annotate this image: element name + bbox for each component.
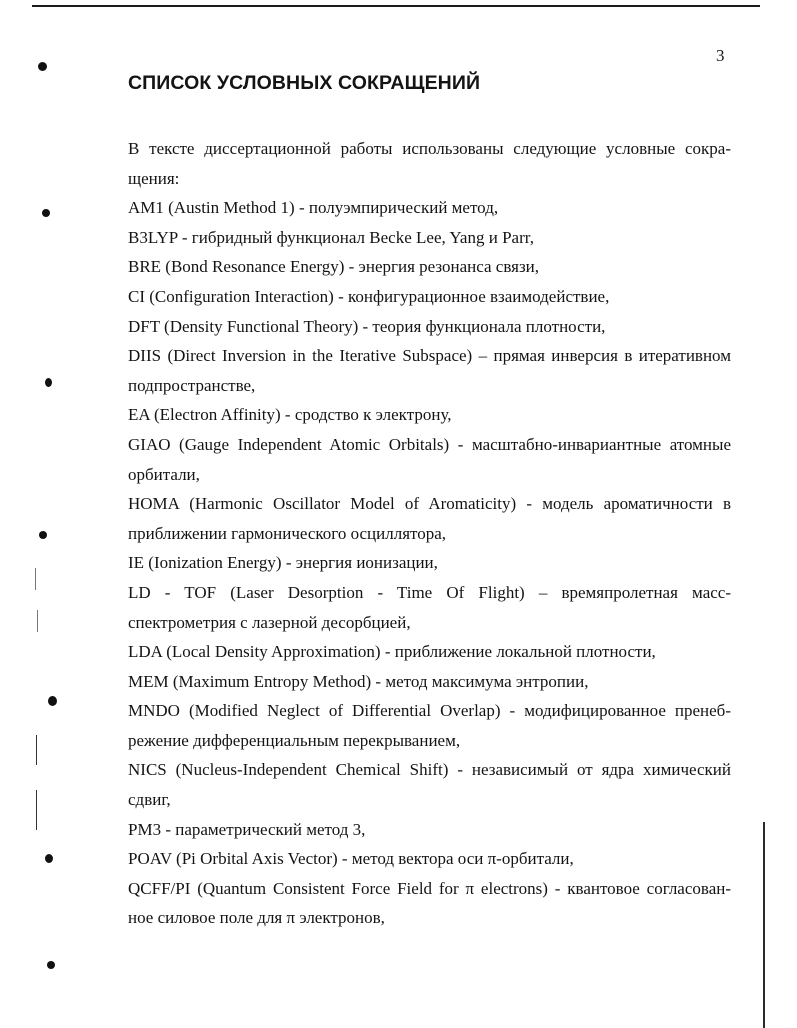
abbreviation-entry: IE (Ionization Energy) - энергия ионизации, bbox=[128, 553, 438, 573]
margin-scan-line bbox=[37, 610, 38, 632]
abbreviation-entry-continuation: орбитали, bbox=[128, 464, 200, 484]
abbreviation-entry: LDA (Local Density Approximation) - приближение локальной плотности, bbox=[128, 642, 656, 662]
binding-hole-mark bbox=[38, 62, 47, 71]
abbreviation-entry: DFT (Density Functional Theory) - теория функционала плотности, bbox=[128, 316, 606, 336]
abbreviation-entry: NICS (Nucleus-Independent Chemical Shift) - независимый от ядра химический bbox=[128, 760, 731, 780]
abbreviation-entry: BRE (Bond Resonance Energy) - энергия резонанса связи, bbox=[128, 257, 540, 277]
abbreviation-entry: DIIS (Direct Inversion in the Iterative Subspace) – прямая инверсия в итеративном bbox=[128, 346, 731, 366]
abbreviation-entry: PM3 - параметрический метод 3, bbox=[128, 819, 366, 839]
abbreviation-entry-continuation: подпространстве, bbox=[128, 375, 256, 395]
abbreviation-entry: POAV (Pi Orbital Axis Vector) - метод вектора оси π-орбитали, bbox=[128, 849, 574, 869]
abbreviation-entry-continuation: ное силовое поле для π электронов, bbox=[128, 908, 385, 928]
abbreviation-entry-continuation: режение дифференциальным перекрыванием, bbox=[128, 730, 461, 750]
margin-scan-line bbox=[36, 735, 37, 765]
binding-hole-mark bbox=[47, 961, 55, 969]
abbreviation-entry: CI (Configuration Interaction) - конфигурационное взаимодействие, bbox=[128, 286, 610, 306]
abbreviation-entry: MNDO (Modified Neglect of Differential Overlap) - модифицированное пренеб- bbox=[128, 701, 731, 721]
abbreviation-entry: EA (Electron Affinity) - сродство к электрону, bbox=[128, 405, 452, 425]
page-title: СПИСОК УСЛОВНЫХ СОКРАЩЕНИЙ bbox=[128, 72, 481, 94]
abbreviation-entry: MEM (Maximum Entropy Method) - метод максимума энтропии, bbox=[128, 671, 589, 691]
intro-line: В тексте диссертационной работы использованы следующие условные сокра- bbox=[128, 139, 731, 158]
binding-hole-mark bbox=[45, 854, 53, 863]
abbreviation-entry: QCFF/PI (Quantum Consistent Force Field for π electrons) - квантовое согласован- bbox=[128, 878, 731, 898]
abbreviation-entry-continuation: сдвиг, bbox=[128, 790, 171, 810]
abbreviation-list bbox=[128, 134, 731, 933]
margin-scan-line bbox=[35, 568, 36, 590]
abbreviation-entry: GIAO (Gauge Independent Atomic Orbitals) - масштабно-инвариантные атомные bbox=[128, 434, 731, 454]
right-margin-rule bbox=[763, 822, 765, 1028]
page-number: 3 bbox=[716, 46, 725, 65]
abbreviation-entry: AM1 (Austin Method 1) - полуэмпирический метод, bbox=[128, 198, 499, 218]
top-border-rule bbox=[32, 5, 760, 7]
abbreviation-entry: B3LYP - гибридный функционал Becke Lee, Yang и Parr, bbox=[128, 227, 534, 247]
abbreviation-entry: LD - TOF (Laser Desorption - Time Of Flight) – времяпролетная масс- bbox=[128, 582, 731, 602]
intro-line: щения: bbox=[128, 168, 180, 188]
margin-scan-line bbox=[36, 790, 37, 830]
abbreviation-entry-continuation: спектрометрия с лазерной десорбцией, bbox=[128, 612, 411, 632]
binding-hole-mark bbox=[39, 531, 47, 539]
binding-hole-mark bbox=[48, 696, 57, 706]
abbreviation-entry-continuation: приближении гармонического осциллятора, bbox=[128, 523, 447, 543]
binding-hole-mark bbox=[42, 209, 50, 217]
binding-hole-mark bbox=[45, 378, 52, 387]
abbreviation-entry: HOMA (Harmonic Oscillator Model of Aromaticity) - модель ароматичности в bbox=[128, 494, 731, 514]
